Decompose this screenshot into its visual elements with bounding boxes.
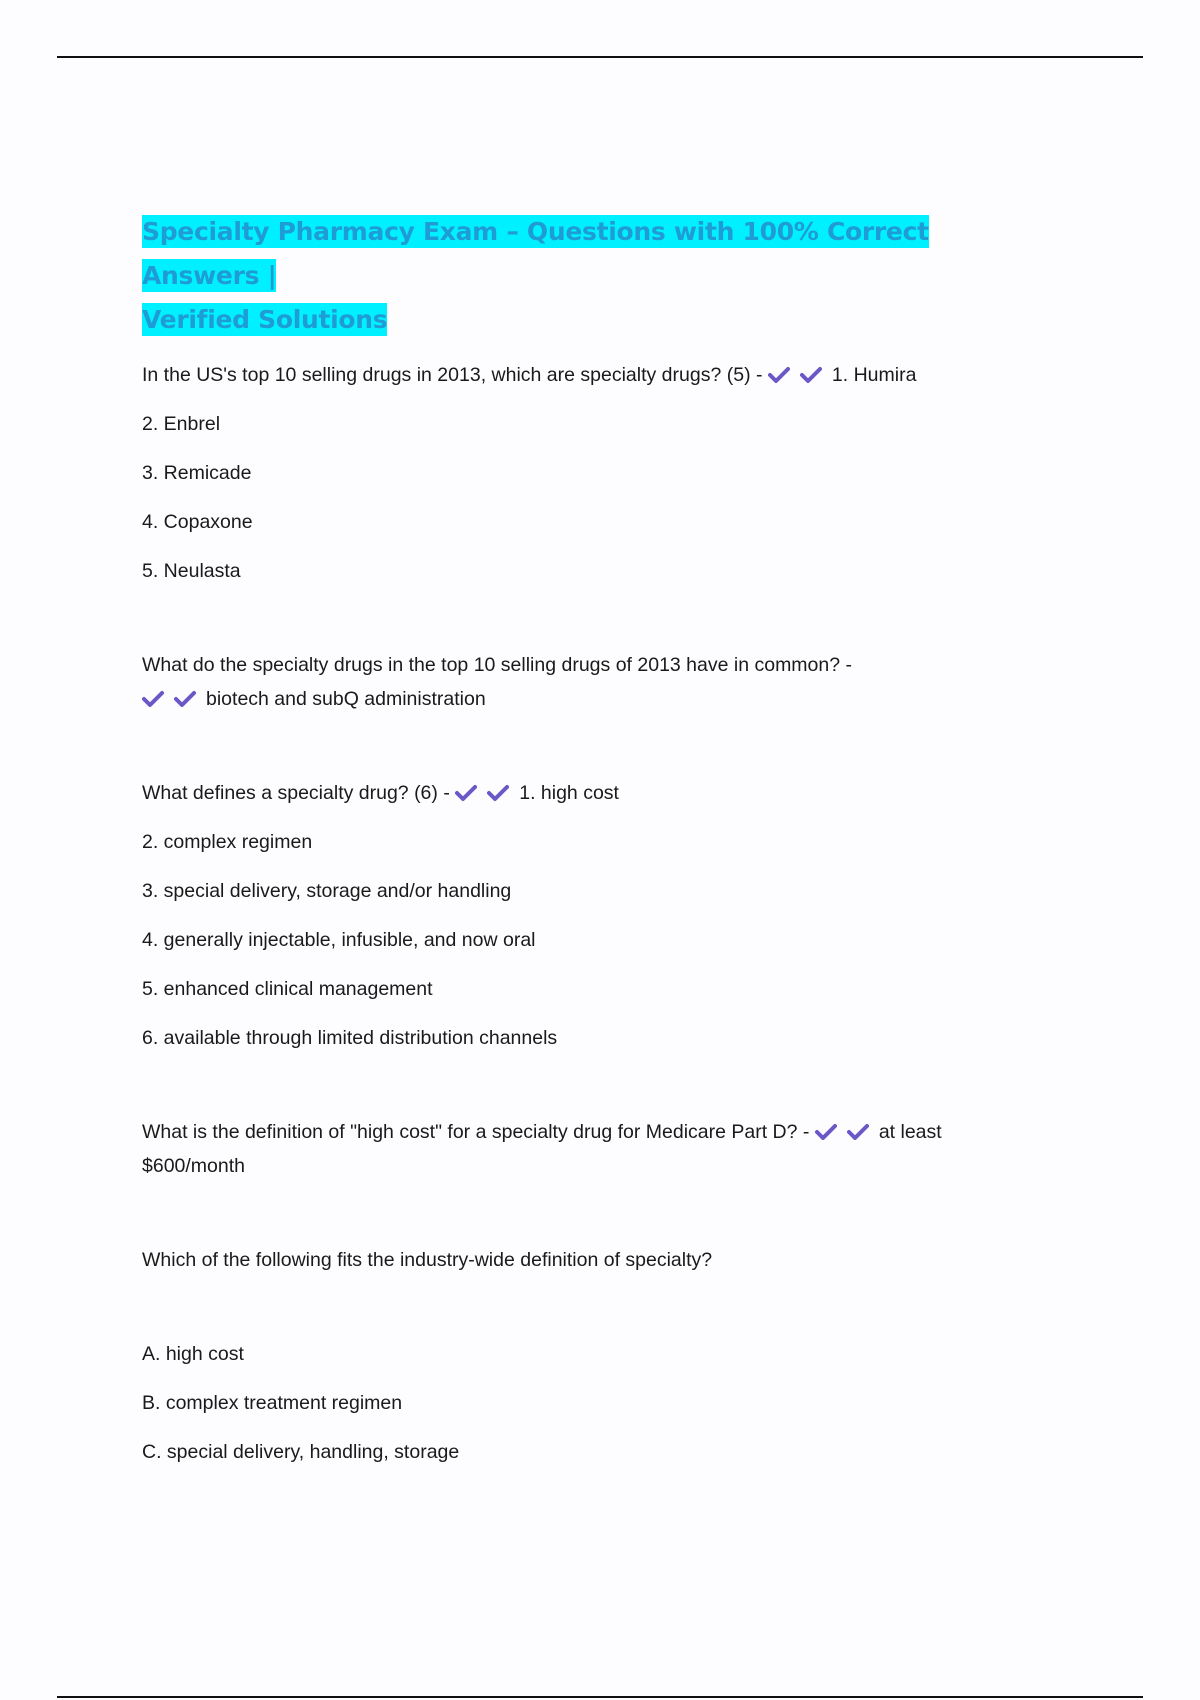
checkmark-icon <box>815 1123 837 1141</box>
question-1-answer-first: 1. Humira <box>831 364 917 386</box>
checkmark-icon <box>800 366 822 384</box>
checkmark-icon <box>768 366 790 384</box>
document-title <box>142 210 1042 342</box>
checkmark-icon <box>847 1123 869 1141</box>
list-item: 2. Enbrel <box>142 413 221 435</box>
question-2-answer: biotech and subQ administration <box>206 688 486 710</box>
document-title-line-2: Verified Solutions <box>142 305 388 334</box>
question-4-answer: at least $600/month <box>142 1121 942 1177</box>
question-4-text: What is the definition of "high cost" for a specialty drug for Medicare Part D? - <box>142 1121 810 1143</box>
option-item: A. high cost <box>142 1343 244 1365</box>
option-item: B. complex treatment regimen <box>142 1392 403 1414</box>
question-3-text: What defines a specialty drug? (6) - <box>142 782 450 804</box>
checkmark-icon <box>142 690 164 708</box>
checkmark-icon <box>174 690 196 708</box>
list-item: 4. generally injectable, infusible, and now oral <box>142 929 536 951</box>
question-5 <box>142 1243 1042 1277</box>
list-item: 2. complex regimen <box>142 831 313 853</box>
document-title-line-1: Specialty Pharmacy Exam – Questions with 100% Correct Answers | <box>142 217 929 290</box>
checkmark-icon <box>455 784 477 802</box>
footer-rule <box>57 1696 1143 1698</box>
question-2-answer-line <box>142 682 1042 716</box>
question-2 <box>142 648 1042 682</box>
list-item: 5. Neulasta <box>142 560 241 582</box>
question-3 <box>142 776 1042 810</box>
list-item: 6. available through limited distribution channels <box>142 1027 558 1049</box>
question-3-answer-first: 1. high cost <box>519 782 619 804</box>
question-1-text: In the US's top 10 selling drugs in 2013, which are specialty drugs? (5) - <box>142 364 763 386</box>
option-item: C. special delivery, handling, storage <box>142 1441 460 1463</box>
list-item: 4. Copaxone <box>142 511 253 533</box>
list-item: 3. Remicade <box>142 462 252 484</box>
list-item: 5. enhanced clinical management <box>142 978 433 1000</box>
question-1 <box>142 358 1042 392</box>
list-item: 3. special delivery, storage and/or handling <box>142 880 512 902</box>
checkmark-icon <box>487 784 509 802</box>
question-4 <box>142 1115 1042 1183</box>
question-5-text: Which of the following fits the industry-wide definition of specialty? <box>142 1249 713 1271</box>
question-2-text: What do the specialty drugs in the top 10 selling drugs of 2013 have in common? - <box>142 654 852 676</box>
document-body <box>142 210 1042 1469</box>
header-rule <box>57 56 1143 58</box>
